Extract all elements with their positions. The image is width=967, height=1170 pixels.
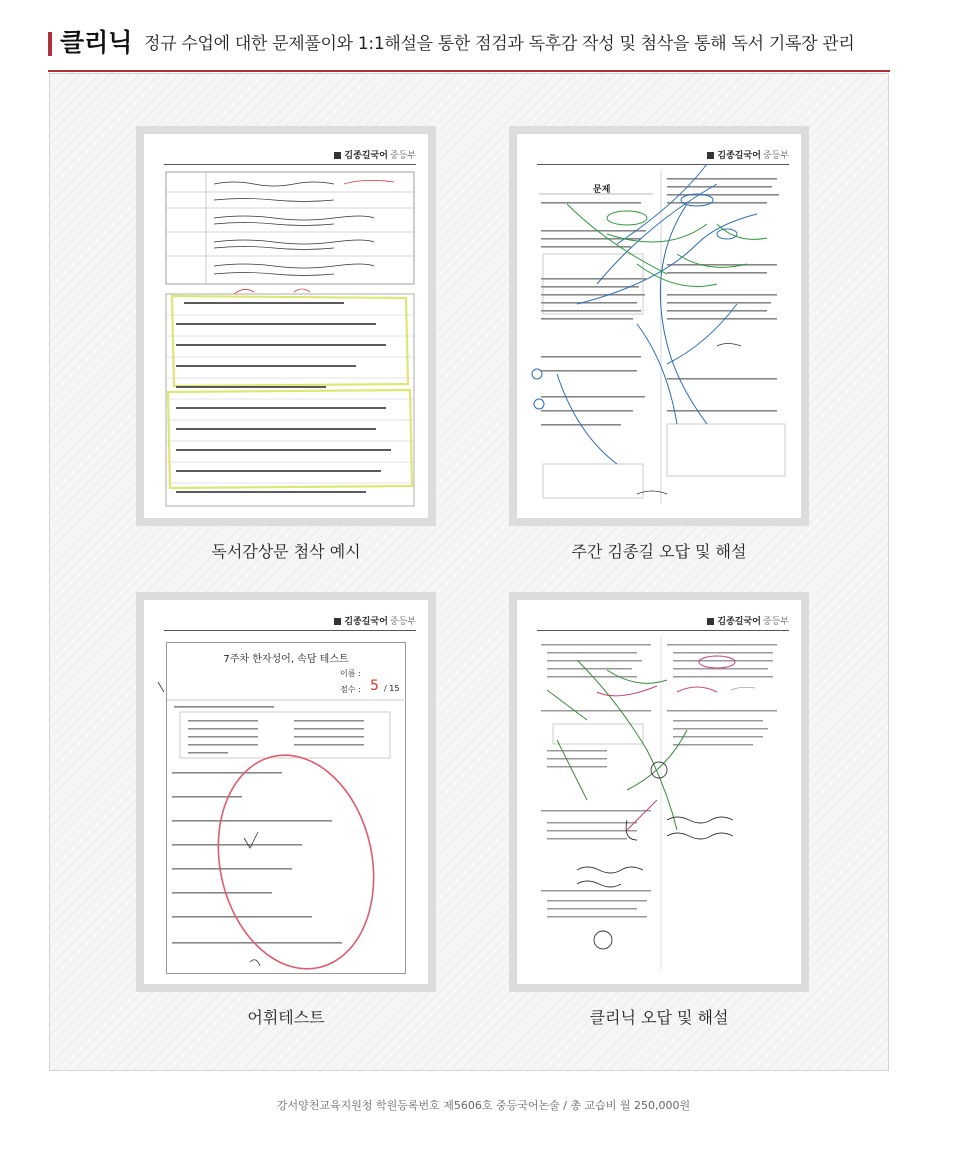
footer-registration-info: 강서양천교육지원청 학원등록번호 제5606호 중등국어논술 / 총 교습비 월 250,000원: [276, 1099, 691, 1112]
weekly-sheet-image: [517, 134, 801, 518]
caption-weekly-review: 주간 김종길 오답 및 해설: [571, 542, 747, 561]
sheet-brand: 김종길국어 중등부: [334, 148, 416, 161]
sheet-brand: 김종길국어 중등부: [707, 614, 789, 627]
sheet-heading: 문제: [593, 185, 611, 195]
caption-essay-correction: 독서감상문 첨삭 예시: [211, 542, 361, 561]
vocab-sheet-image: [144, 600, 428, 984]
clinic-sheet-image: [517, 600, 801, 984]
section-subtitle: 정규 수업에 대한 문제풀이와 1:1해설을 통한 점검과 독후감 작성 및 첨삭을 통해 독서 기록장 관리: [144, 34, 855, 54]
section-header: [48, 28, 890, 72]
sheet-brand: 김종길국어 중등부: [707, 148, 789, 161]
sheet-brand: 김종길국어 중등부: [334, 614, 416, 627]
sample-gallery: [49, 73, 889, 1071]
caption-clinic-review: 클리닉 오답 및 해설: [589, 1008, 729, 1027]
weekly-sheet-drawing: [517, 134, 801, 518]
vocab-sheet-drawing: [144, 600, 428, 984]
test-title: 7주차 한자성어, 속담 테스트: [223, 654, 349, 665]
essay-sheet-drawing: [144, 134, 428, 518]
header-rule: [48, 70, 890, 72]
caption-vocab-test: 어휘테스트: [247, 1008, 325, 1027]
score-value: 5: [370, 678, 379, 694]
section-title: 클리닉: [60, 28, 133, 57]
score-label: 점수 :: [340, 685, 361, 694]
card-clinic-review: [509, 592, 809, 992]
clinic-sheet-drawing: [517, 600, 801, 984]
card-weekly-review: [509, 126, 809, 526]
score-total: / 15: [384, 684, 400, 693]
name-label: 이름 :: [340, 669, 361, 678]
header-accent-bar: [48, 32, 52, 56]
essay-sheet-image: [144, 134, 428, 518]
card-vocab-test: [136, 592, 436, 992]
card-essay-correction: [136, 126, 436, 526]
